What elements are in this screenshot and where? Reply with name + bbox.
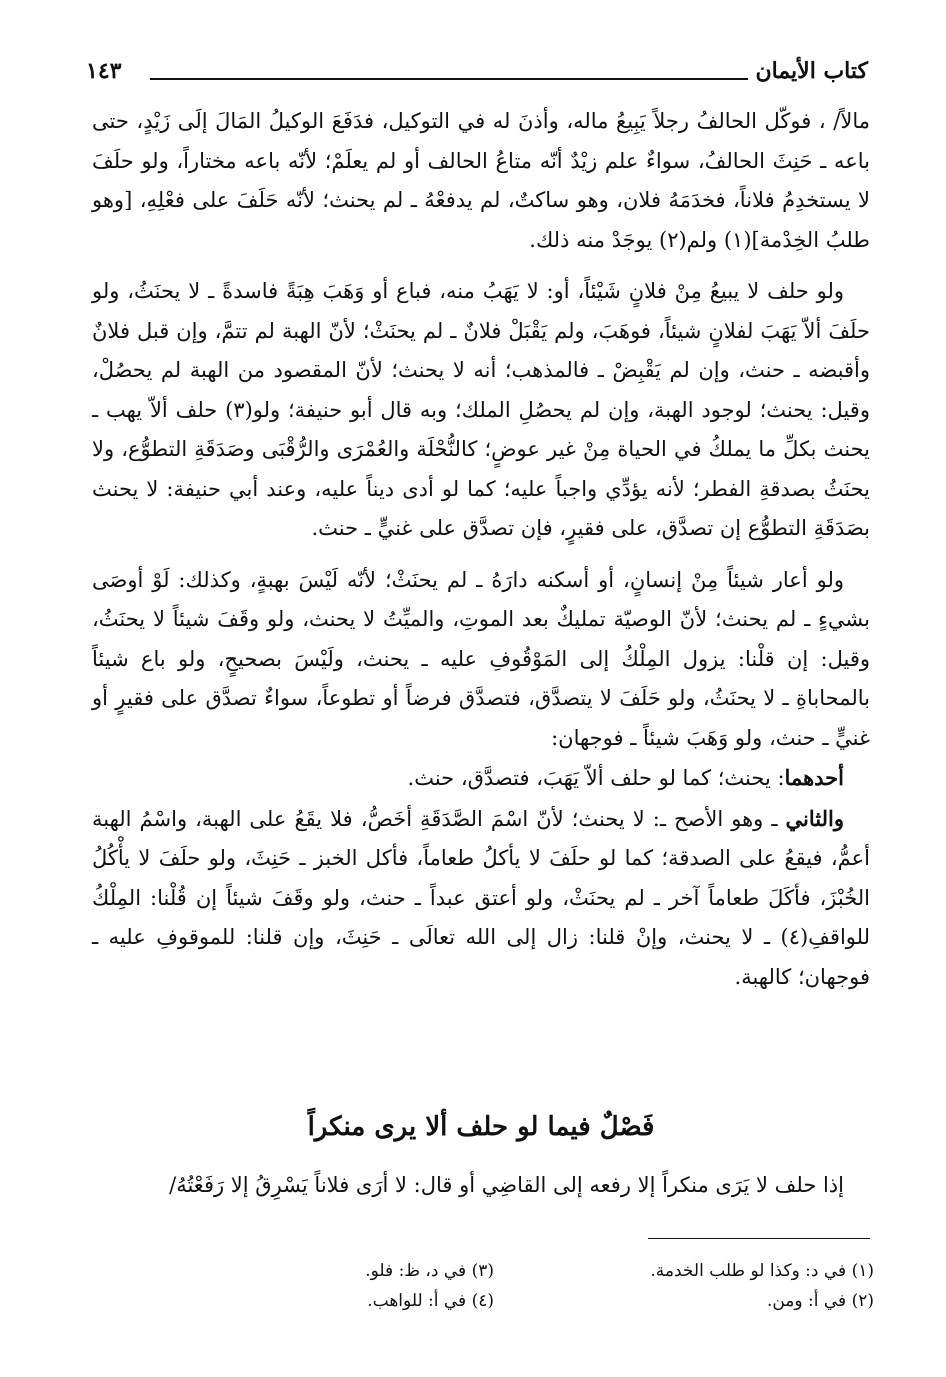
paragraph-3: ولو أعار شيئاً مِنْ إنسانٍ، أو أسكنه دارَهُ ـ لم يحنَثْ؛ لأنّه لَيْسَ بهبةٍ، وكذلك: لَوْ أوصَى بشيءٍ ـ لم يحنث؛ لأنّ الوصيّة تمليكٌ بعد الموتِ، والميِّتُ لا يحنث، ولو وقَفَ شيئاً لا يحنَثُ، وقيل: إن قلْنا: يزول المِلْكُ إلى المَوْقُوفِ عليه ـ يحنث، ولَيْسَ بصحيحٍ، ولو باع شيئاً بالمحاباةِ ـ لا يحنَثُ، ولو حَلَفَ لا يتصدَّق، فتصدَّق فرضاً أو تطوعاً، سواءٌ تصدَّق على فقيرٍ أو غنيٍّ ـ حنث، ولو وَهَبَ شيئاً ـ فوجهان: — [92, 567, 870, 750]
page-number: ١٤٣ — [86, 58, 122, 84]
section-heading: فَصْلٌ فيما لو حلف ألا يرى منكراً — [307, 1112, 655, 1142]
running-header — [86, 58, 868, 92]
footnote-2: (٢) في أ: ومن. — [766, 1291, 874, 1311]
header-rule — [150, 78, 748, 80]
second-view-text: ـ وهو الأصح ـ: لا يحنث؛ لأنّ اسْمَ الصَّدَقَةِ أخَصُّ، فلا يقَعُ على الهبة، واسْمُ الهبة أعمُّ، فيقعُ على الصدقة؛ كما لو حلَفَ لا يأكلُ طعاماً، فأكل الخبز ـ حَنِثَ، ولو حلَفَ لا يأْكُلُ الخُبْزَ، فأكَلَ طعاماً آخر ـ لم يحنَثْ، ولو أعتق عبداً ـ حنث، ولو وقَفَ شيئاً إن قُلْنا: المِلْكُ للواقفِ(٤) ـ لا يحنث، وإنْ قلنا: زال إلى الله تعالَى ـ حَنِثَ، وإن قلنا: للموقوفِ عليه ـ فوجهان؛ كالهبة. — [92, 806, 870, 989]
footnote-4: (٤) في أ: للواهب. — [367, 1291, 494, 1311]
footnotes — [300, 1256, 874, 1320]
section-first-line: إذا حلف لا يَرَى منكراً إلا رفعه إلى القاضِي أو قال: لا أرَى فلاناً يَسْرِقُ إلا رَفَعْتُهُ/ — [169, 1173, 844, 1197]
footnote-3: (٣) في د، ظ: فلو. — [365, 1261, 494, 1281]
running-title: كتاب الأيمان — [755, 58, 868, 84]
paragraph-5 — [92, 799, 870, 998]
paragraph-4 — [92, 758, 870, 799]
footnote-rule — [648, 1238, 870, 1239]
main-text — [92, 102, 870, 997]
paragraph-1: مالاً/ ، فوكّل الحالفُ رجلاً يَبِيعُ ماله، وأذنَ له في التوكيل، فدَفَعَ الوكيلُ المَالَ إلَى زَيْدٍ، حتى باعه ـ حَنِثَ الحالفُ، سواءٌ علم زيْدٌ أنّه متاعُ الحالف أو لم يعلَمْ؛ لأنّه باعه مختاراً، ولو حلَفَ لا يستخدِمُ فلاناً، فخدَمَهُ فلان، وهو ساكتٌ، لم يدفعْهُ ـ لم يحنث؛ لأنّه حَلَفَ على فعْلِهِ، [وهو طلبُ الخِدْمة](١) ولم(٢) يوجَدْ منه ذلك. — [92, 109, 870, 252]
footnotes-left-column — [304, 1256, 494, 1316]
footnote-1: (١) في د: وكذا لو طلب الخدمة. — [650, 1261, 874, 1281]
first-view-text: : يحنث؛ كما لو حلف ألاّ يَهَبَ، فتصدَّق، حنث. — [407, 766, 785, 790]
first-view-label: أحدهما — [784, 765, 844, 790]
footnotes-right-column — [574, 1256, 874, 1316]
paragraph-2: ولو حلف لا يبيعُ مِنْ فلانٍ شَيْئاً، أو: لا يَهَبُ منه، فباع أو وَهَبَ هِبَةً فاسدةً ـ لا يحنَثُ، ولو حلَفَ ألاّ يَهَبَ لفلانٍ شيئاً، فوهَبَ، ولم يَقْبَلْ فلانٌ ـ لم يحنَثْ؛ لأنّ الهبة لم تتمَّ، وإن قبل فلانٌ وأقبضه ـ حنث، وإن لم يَقْبِضْ ـ فالمذهب؛ أنه لا يحنث؛ لأنّ المقصود من الهبة لم يحصُلْ، وقيل: يحنث؛ لوجود الهبة، وإن لم يحصُلِ الملك؛ وبه قال أبو حنيفة؛ ولو(٣) حلف ألاّ يهب ـ يحنث بكلِّ ما يملكُ في الحياة مِنْ غير عوضٍ؛ كالنُّحْلَة والعُمْرَى والرُّقْبَى وصَدَقَةِ التطوُّع، ولا يحنَثُ بصدقةِ الفطر؛ لأنه يؤدِّي واجباً عليه؛ كما لو أدى ديناً عليه، وعند أبي حنيفة: لا يحنث بصَدَقَةِ التطوُّع إن تصدَّق، على فقيرٍ، فإن تصدَّق على غنيٍّ ـ حنث. — [92, 279, 870, 540]
second-view-label: والثاني — [785, 805, 844, 831]
